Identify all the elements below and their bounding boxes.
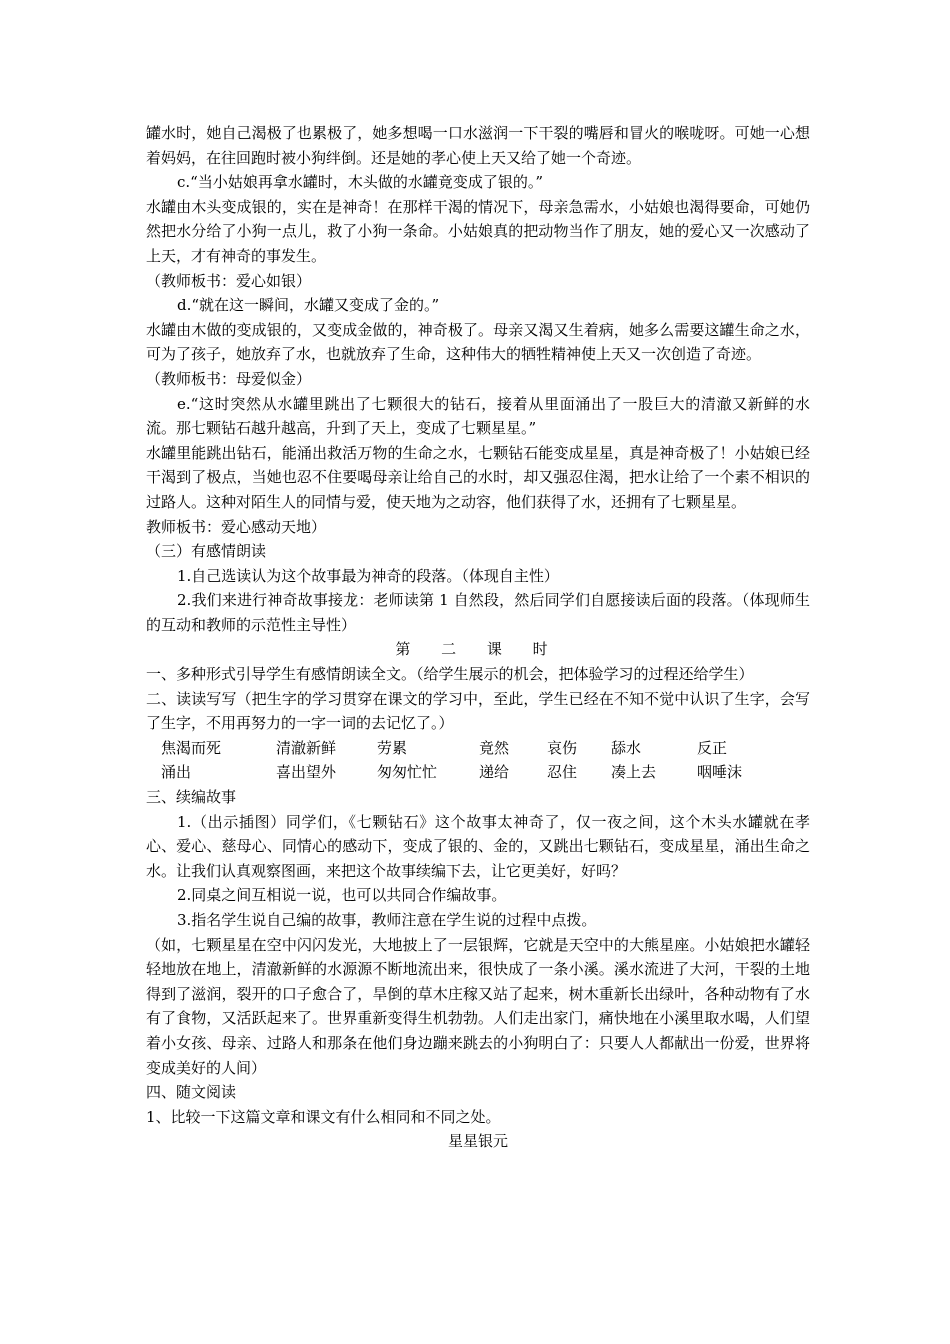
section-heading: 四、随文阅读	[146, 1083, 237, 1102]
quote-c: c.“当小姑娘再拿水罐时，木头做的水罐竟变成了银的。”	[177, 173, 544, 192]
vocab-word: 竟然	[479, 738, 510, 757]
list-item: 1、比较一下这篇文章和课文有什么相同和不同之处。	[146, 1107, 501, 1126]
quote-d: d.“就在这一瞬间，水罐又变成了金的。”	[177, 296, 440, 315]
document-page	[146, 121, 810, 1154]
vocab-word: 焦渴而死	[161, 738, 222, 757]
list-item: 3.指名学生说自己编的故事，教师注意在学生说的过程中点拨。	[177, 911, 597, 929]
vocab-word: 凑上去	[611, 763, 657, 782]
paragraph: 水罐里能跳出钻石，能涌出救活万物的生命之水，七颗钻石能变成星星，真是神奇极了！小姑娘已经干渴到了极点，当她也忍不住要喝母亲让给自己的水时，却又强忍住渴，把水让给了一个素不相识的过路人。这种对陌生人的同情与爱，使天地为之动容，他们获得了水，还拥有了七颗星星。	[146, 443, 810, 511]
list-item: 2.我们来进行神奇故事接龙：老师读第 1 自然段，然后同学们自愿接读后面的段落。（体现师生的互动和教师的示范性主导性）	[146, 591, 810, 634]
paragraph: （如，七颗星星在空中闪闪发光，大地披上了一层银辉，它就是天空中的大熊星座。小姑娘把水罐轻轻地放在地上，清澈新鲜的水源源不断地流出来，很快成了一条小溪。溪水流进了大河，干裂的土地得到了滋润，裂开的口子愈合了，旱倒的草木庄稼又站了起来，树木重新长出绿叶，各种动物有了水有了食物，又活跃起来了。世界重新变得生机勃勃。人们走出家门，痛快地在小溪里取水喝，人们望着小女孩、母亲、过路人和那条在他们身边蹦来跳去的小狗明白了：只要人人都献出一份爱，世界将变成美好的人间）	[146, 935, 810, 1077]
list-item: 1.自己选读认为这个故事最为神奇的段落。（体现自主性）	[177, 566, 559, 585]
lesson-title: 第 二 课 时	[395, 640, 561, 659]
vocab-word: 喜出望外	[276, 763, 337, 782]
board-note: 教师板书：爱心感动天地）	[146, 517, 327, 536]
board-note: （教师板书：爱心如银）	[146, 271, 312, 290]
vocab-word: 反正	[697, 738, 728, 757]
list-item: 1.（出示插图）同学们，《七颗钻石》这个故事太神奇了，仅一夜之间，这个木头水罐就在孝心、爱心、慈母心、同情心的感动下，变成了银的、金的，又跳出七颗钻石，变成星星，涌出生命之水。让我们认真观察图画，来把这个故事续编下去，让它更美好，好吗？	[146, 812, 810, 880]
paragraph: 水罐由木头变成银的，实在是神奇！在那样干渴的情况下，母亲急需水，小姑娘也渴得要命，可她仍然把水分给了小狗一点儿，救了小狗一条命。小姑娘真的把动物当作了朋友，她的爱心又一次感动了上天，才有神奇的事发生。	[146, 197, 810, 265]
quote-e: e.“这时突然从水罐里跳出了七颗很大的钻石，接着从里面涌出了一股巨大的清澈又新鲜的水流。那七颗钻石越升越高，升到了天上，变成了七颗星星。”	[146, 394, 810, 438]
word-row	[146, 736, 810, 761]
vocab-word: 递给	[479, 763, 510, 782]
vocab-word: 哀伤	[547, 738, 578, 757]
section-heading: （三）有感情朗读	[146, 542, 267, 561]
vocab-word: 舔水	[611, 738, 642, 757]
paragraph: 水罐由木做的变成银的，又变成金做的，神奇极了。母亲又渴又生着病，她多么需要这罐生命之水，可为了孩子，她放弃了水，也就放弃了生命，这种伟大的牺牲精神使上天又一次创造了奇迹。	[146, 320, 810, 364]
section-heading: 三、续编故事	[146, 788, 237, 807]
vocab-word: 清澈新鲜	[276, 738, 337, 757]
vocab-word: 劳累	[377, 738, 408, 757]
board-note: （教师板书：母爱似金）	[146, 369, 312, 388]
vocab-word: 匆匆忙忙	[377, 763, 438, 782]
vocab-word: 涌出	[161, 763, 192, 782]
section-heading: 一、多种形式引导学生有感情朗读全文。（给学生展示的机会，把体验学习的过程还给学生）	[146, 665, 754, 684]
paragraph: 罐水时，她自己渴极了也累极了，她多想喝一口水滋润一下干裂的嘴唇和冒火的喉咙呀。可她一心想着妈妈，在往回跑时被小狗绊倒。还是她的孝心使上天又给了她一个奇迹。	[146, 124, 810, 167]
word-row	[146, 760, 810, 785]
section-heading: 二、读读写写（把生字的学习贯穿在课文的学习中，至此，学生已经在不知不觉中认识了生字，会写了生字，不用再努力的一字一词的去记忆了。）	[146, 689, 810, 733]
story-title: 星星银元	[447, 1132, 508, 1151]
list-item: 2.同桌之间互相说一说，也可以共同合作编故事。	[177, 886, 507, 905]
vocab-word: 忍住	[547, 763, 578, 782]
vocab-word: 咽唾沫	[697, 763, 743, 782]
